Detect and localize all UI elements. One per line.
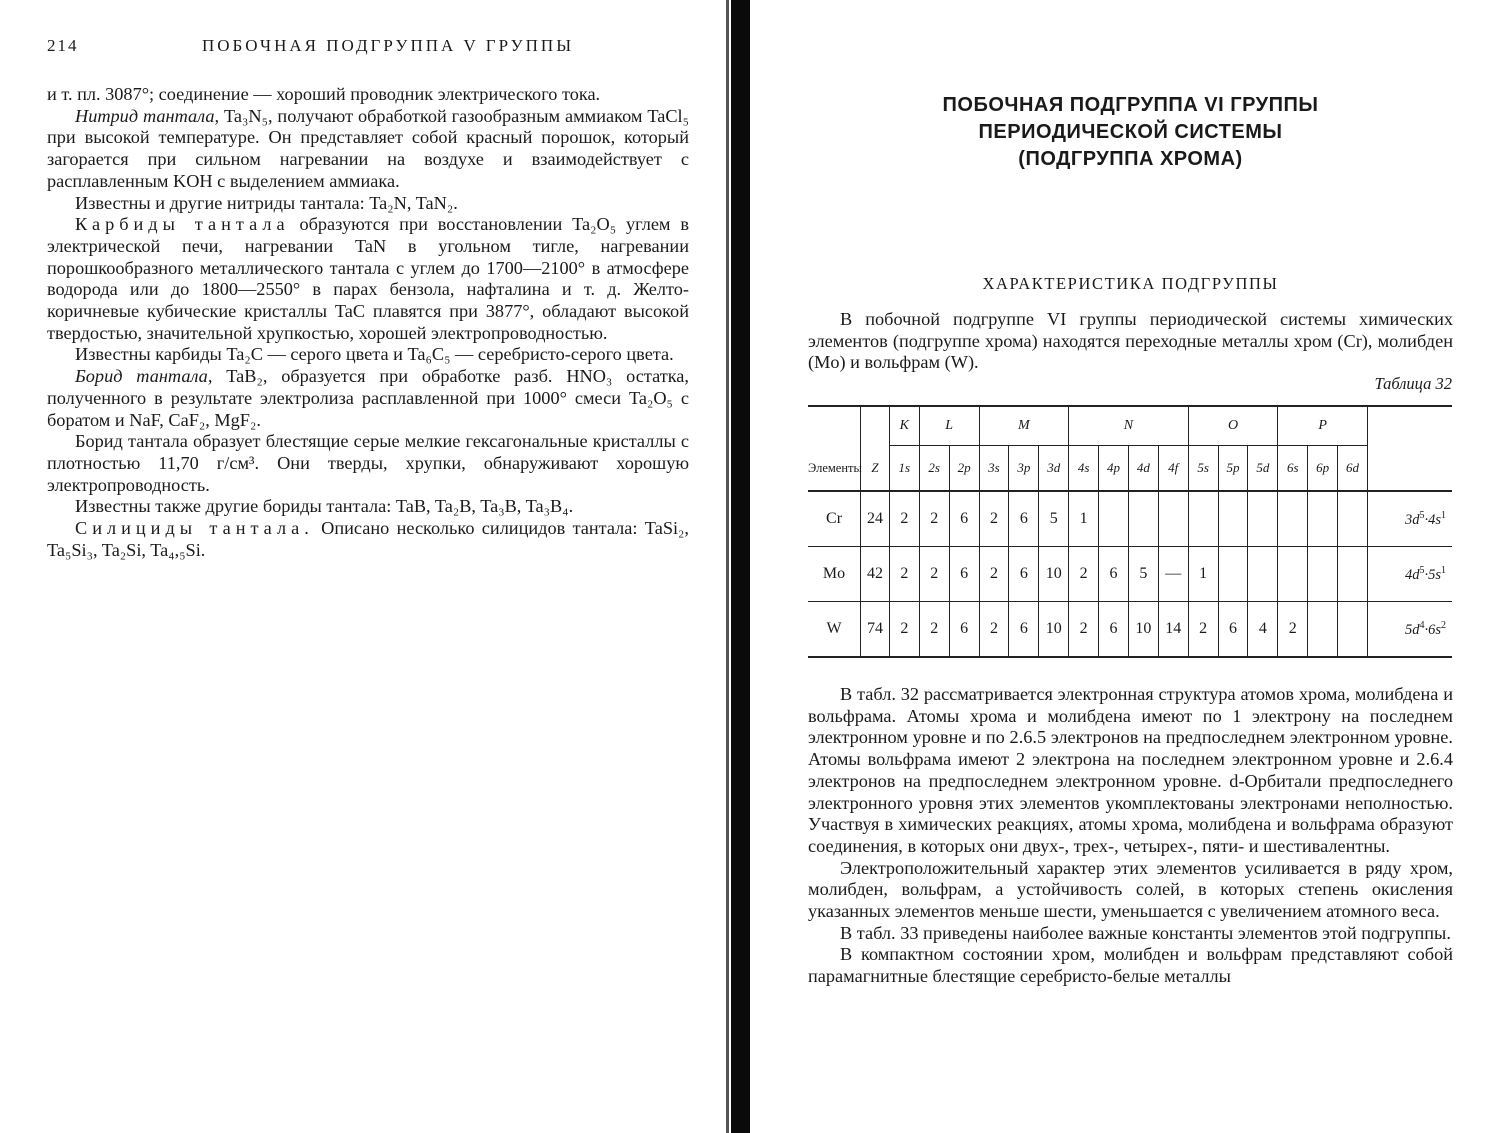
occupancy-cell [1218,491,1248,547]
intro-paragraph [808,309,1453,374]
running-head [47,36,697,60]
paragraph [47,214,689,344]
occupancy-cell [1308,547,1338,602]
config-exponent: 2 [1441,619,1446,631]
subshell-header: 4f [1158,446,1188,492]
config-term: ·5s [1424,566,1441,583]
configuration-cell [1367,547,1452,602]
paragraph [47,366,689,431]
paragraph: В табл. 33 приведены наиболее важные константы элементов этой подгруппы. [840,922,1451,943]
paragraph [47,106,689,193]
paragraph [47,518,689,561]
subshell-header: 2p [949,446,979,492]
occupancy-cell: 6 [1099,547,1129,602]
occupancy-cell: 2 [1069,602,1099,658]
paragraph-text: и т. пл. 3087°; соединение — хороший проводник электрического тока. [47,84,601,104]
z-cell: 42 [861,547,890,602]
shell-header: P [1278,406,1368,446]
paragraph-lead: Нитрид тантала, [75,105,220,126]
occupancy-cell: 2 [1188,602,1218,658]
occupancy-cell: 6 [1099,602,1129,658]
table-row [808,602,1452,658]
paragraph-lead: Карбиды тантала [75,214,290,235]
occupancy-cell [1338,491,1368,547]
shell-header: M [979,406,1069,446]
electron-configuration-table [808,405,1452,658]
occupancy-cell: 1 [1069,491,1099,547]
paragraph-lead: Борид тантала, [75,366,213,387]
subshell-header: 4p [1099,446,1129,492]
shell-header: L [919,406,979,446]
intro-text: В побочной подгруппе VI группы периодической системы химических элементов (подгруппе хрома) находятся переходные металлы хром (Cr), молибден (Mo) и вольфрам (W). [808,309,1453,373]
occupancy-cell: 5 [1039,491,1069,547]
config-term: ·6s [1424,621,1441,638]
element-cell: Mo [822,565,846,582]
paragraph [47,496,689,518]
subshell-header: 4d [1128,446,1158,492]
header-blank [1367,446,1452,492]
occupancy-cell: 6 [1218,602,1248,658]
subshell-header: 6p [1308,446,1338,492]
occupancy-cell [1099,491,1129,547]
occupancy-cell [1278,547,1308,602]
occupancy-cell [1338,547,1368,602]
occupancy-cell: 10 [1039,602,1069,658]
occupancy-cell: 6 [1009,547,1039,602]
subshell-header: 1s [889,446,919,492]
subshell-header: 6d [1338,446,1368,492]
occupancy-cell [1158,491,1188,547]
occupancy-cell: 2 [1278,602,1308,658]
config-term: 3d [1404,511,1420,528]
paragraph: Электроположительный характер этих элементов усиливается в ряду хром, молибден, вольфрам, а устойчивость солей, в которых степень окисления указанных элементов меньше шести, уменьшается с увеличением атомного веса. [808,857,1453,922]
paragraph-text: TaB₂, образуется при обработке разб. HNO₃ остатка, полученного в результате электролиза расплавленной при 1000° смеси Ta₂O₅ с боратом и NaF, CaF₂, MgF₂. [47,366,689,430]
subshell-header: 3s [979,446,1009,492]
occupancy-cell: 4 [1248,602,1278,658]
paragraph: В табл. 32 рассматривается электронная структура атомов хрома, молибдена и вольфрама. Атомы хрома и молибдена имеют по 1 электрону на последнем электронном уровне и по 2.6.5 электронов на предпоследнем электронном уровне. Атомы вольфрама имеют 2 электрона на последнем электронном уровне и 2.6.4 электронов на предпоследнем электронном уровне. d-Орбитали предпоследнего электронного уровня этих элементов укомплектованы электронами неполностью. Участвуя в химических реакциях, атомы хрома, молибдена и вольфрама образуют соединения, в которых они двух-, трех-, четырех-, пяти- и шестивалентны. [808,684,1453,856]
occupancy-cell: 2 [919,547,949,602]
running-title: ПОБОЧНАЯ ПОДГРУППА V ГРУППЫ [202,36,575,55]
shell-header: K [889,406,919,446]
occupancy-cell: 2 [979,602,1009,658]
occupancy-cell: 2 [979,491,1009,547]
paragraph: В компактном состоянии хром, молибден и вольфрам представляют собой парамагнитные блестящие серебристо-белые металлы [808,944,1453,987]
elements-header: Элементы [808,446,861,492]
subshell-header: 3d [1039,446,1069,492]
subshell-header: 3p [1009,446,1039,492]
occupancy-cell: 2 [1069,547,1099,602]
left-page [0,0,720,1133]
occupancy-cell [1308,602,1338,658]
chapter-title-line: ПЕРИОДИЧЕСКОЙ СИСТЕМЫ [978,121,1283,143]
occupancy-cell: 10 [1039,547,1069,602]
occupancy-cell: 2 [889,491,919,547]
chapter-title-line: ПОБОЧНАЯ ПОДГРУППА VI ГРУППЫ [942,94,1319,116]
paragraph-text: образуются при восстановлении Ta₂O₅ углем в электрической печи, нагревании TaN в угольном тигле, нагревании порошкообразного металлического тантала с углем до 1700—2100° в атмосфере водорода или до 1800—2550° в парах бензола, нафталина и т. д. Желто-коричневые кубические кристаллы TaC плавятся при 3877°, обладают высокой твердостью, значительной хрупкостью, хорошей электропроводностью. [47,214,690,343]
subshell-header: 5d [1248,446,1278,492]
occupancy-cell: 2 [889,602,919,658]
config-term: ·4s [1424,511,1441,528]
header-blank [808,406,861,446]
book-spine [731,0,750,1133]
header-blank [1367,406,1452,446]
paragraph-text: Ta₃N₅, получают обработкой газообразным аммиаком TaCl₅ при высокой температуре. Он представляет собой красный порошок, который загорается при сильном нагревании на воздухе и взаимодействует с расплавленным KOH с выделением аммиака. [47,105,689,191]
occupancy-cell [1128,491,1158,547]
paragraph [47,84,689,106]
configuration-cell [1367,491,1452,547]
chapter-title [808,92,1453,173]
occupancy-cell [1218,547,1248,602]
table-row [808,547,1452,602]
paragraph-lead: Силициды тантала. [75,518,314,539]
config-exponent: 1 [1441,509,1446,521]
subshell-header: 5p [1218,446,1248,492]
occupancy-cell: 2 [919,491,949,547]
body-text [808,684,1453,988]
configuration-cell [1367,602,1452,658]
occupancy-cell: 6 [949,602,979,658]
occupancy-cell: 2 [919,602,949,658]
shell-header: O [1188,406,1278,446]
subshell-header: 5s [1188,446,1218,492]
table-row [808,491,1452,547]
paragraph [47,344,689,366]
occupancy-cell [1278,491,1308,547]
occupancy-cell: 2 [889,547,919,602]
occupancy-cell: 6 [1009,602,1039,658]
occupancy-cell: 1 [1188,547,1218,602]
config-exponent: 5 [1419,509,1425,521]
subshell-header: 2s [919,446,949,492]
chapter-title-line: (ПОДГРУППА ХРОМА) [1018,148,1243,170]
paragraph-text: Известны карбиды Ta₂C — серого цвета и Ta₆C₅ — серебристо-серого цвета. [75,344,674,365]
paragraph-text: Описано несколько силицидов тантала: TaSi₂, Ta₅Si₃, Ta₂Si, Ta₄,₅Si. [47,518,690,560]
subshell-header: 4s [1069,446,1099,492]
occupancy-cell [1248,491,1278,547]
occupancy-cell [1308,491,1338,547]
section-heading: ХАРАКТЕРИСТИКА ПОДГРУППЫ [982,274,1279,293]
occupancy-cell [1248,547,1278,602]
subshell-header: 6s [1278,446,1308,492]
page-number: 214 [47,36,79,55]
config-exponent: 4 [1419,619,1425,631]
config-term: 4d [1404,566,1420,583]
config-exponent: 1 [1441,564,1446,576]
paragraph [47,431,689,496]
paragraph-text: Борид тантала образует блестящие серые мелкие гексагональные кристаллы с плотностью 11,70 г/см³. Они тверды, хрупки, обнаруживают хорошую электропроводность. [47,431,689,495]
config-exponent: 5 [1419,564,1425,576]
occupancy-cell: — [1158,547,1188,602]
z-header: Z [861,446,890,492]
paragraph-text: Известны и другие нитриды тантала: Ta₂N, TaN₂. [75,192,458,213]
z-cell: 74 [861,602,890,658]
element-cell: W [826,620,842,637]
occupancy-cell [1338,602,1368,658]
left-page-text [47,84,689,561]
element-cell: Cr [826,510,843,527]
shell-header: N [1069,406,1189,446]
occupancy-cell: 6 [1009,491,1039,547]
occupancy-cell: 14 [1158,602,1188,658]
paragraph [47,193,689,215]
occupancy-cell: 6 [949,491,979,547]
occupancy-cell: 6 [949,547,979,602]
occupancy-cell: 10 [1128,602,1158,658]
occupancy-cell [1188,491,1218,547]
table-caption: Таблица 32 [1374,374,1452,393]
header-blank [861,406,890,446]
occupancy-cell: 2 [979,547,1009,602]
z-cell: 24 [861,491,890,547]
occupancy-cell: 5 [1128,547,1158,602]
config-term: 5d [1404,621,1420,638]
paragraph-text: Известны также другие бориды тантала: TaB, Ta₂B, Ta₃B, Ta₃B₄. [75,496,574,517]
